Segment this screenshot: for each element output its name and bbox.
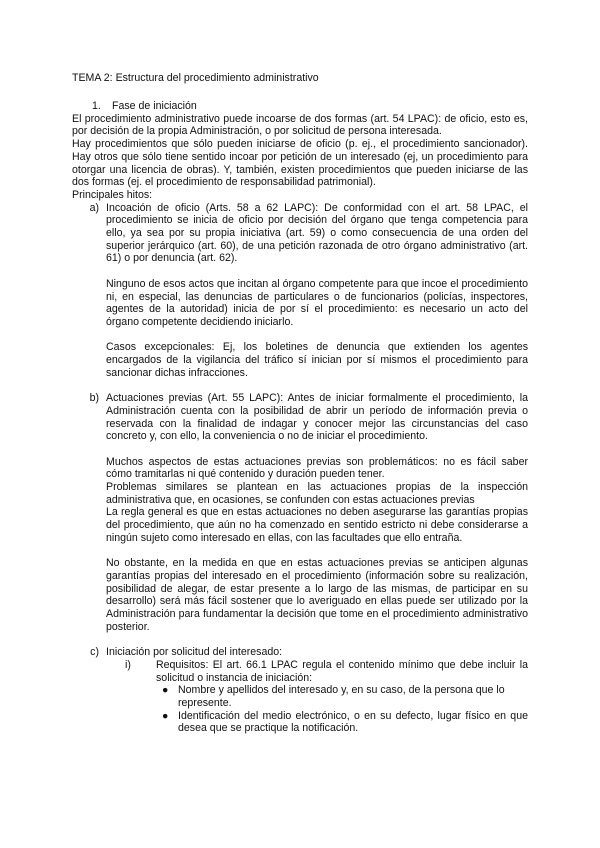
list-marker: i): [125, 658, 131, 671]
list-item-c: [72, 646, 528, 659]
bullet-item: [156, 710, 528, 735]
intro-paragraph: Hay procedimientos que sólo pueden iniciarse de oficio (p. ej., el procedimiento sancionador). Hay otros que sólo tiene sentido incoar por petición de un interesado (ej, un procedimiento para otorgar una licencia de obras). Y, también, existen procedimientos que pueden iniciarse de las dos formas (ej. el procedimiento de responsabilidad patrimonial).: [72, 138, 528, 189]
section-number: 1.: [92, 100, 101, 112]
page-title: TEMA 2: Estructura del procedimiento administrativo: [72, 72, 319, 84]
document-body: [72, 100, 528, 735]
hitos-label: Principales hitos:: [72, 188, 153, 201]
paragraph: Ninguno de esos actos que incitan al órgano competente para que incoe el procedimiento ni, en especial, las denuncias de particulares o de funcionarios (policías, inspectores, agentes de la autoridad) inicia de por sí el procedimiento: es necesario un acto del órgano competente decidiendo iniciarlo.: [106, 277, 528, 328]
spacer: [72, 379, 528, 392]
spacer: [72, 633, 528, 646]
paragraph: La regla general es que en estas actuaciones no deben asegurarse las garantías propias del procedimiento, que aún no ha comenzado en sentido estricto ni debe considerarse a ningún sujeto como interesado en ellas, con las facultades que ello entraña.: [106, 506, 528, 544]
paragraph: Requisitos: El art. 66.1 LPAC regula el contenido mínimo que debe incluir la solicitud o instancia de iniciación:: [156, 658, 528, 684]
sublist-item-i: [106, 659, 528, 735]
list-item-b: [72, 392, 528, 633]
bullet-icon: ●: [162, 684, 169, 697]
paragraph: Incoación de oficio (Arts. 58 a 62 LAPC): De conformidad con el art. 58 LPAC, el procedimiento se inicia de oficio por decisión del órgano que tenga competencia para ello, ya sea por su propia iniciativa (art. 59) o como consecuencia de una orden del superior jerárquico (art. 60), de una petición razonada de otro órgano administrativo (art. 61) o por denuncia (art. 62).: [106, 201, 528, 265]
section-heading: [72, 100, 528, 113]
paragraph: Problemas similares se plantean en las actuaciones propias de la inspección administrativa que, en ocasiones, se confunden con estas actuaciones previas: [106, 481, 528, 506]
list-item-body: [106, 202, 528, 380]
list-item-body: [106, 646, 528, 659]
bullet-text: Identificación del medio electrónico, o en su defecto, lugar físico en que desea que se practique la notificación.: [178, 709, 528, 735]
bullet-icon: ●: [162, 709, 169, 722]
list-marker: c): [90, 646, 99, 659]
paragraph: Muchos aspectos de estas actuaciones previas son problemáticos: no es fácil saber cómo tramitarlas ni qué contenido y duración pueden tener.: [106, 455, 528, 481]
paragraph: Actuaciones previas (Art. 55 LAPC): Antes de iniciar formalmente el procedimiento, la Administración cuenta con la posibilidad de abrir un período de información previa o reservada con la finalidad de indagar y conocer mejor las circunstancias del caso concreto y, con ello, la conveniencia o no de iniciar el procedimiento.: [106, 392, 528, 443]
paragraph: Casos excepcionales: Ej, los boletines de denuncia que extienden los agentes encargados de la vigilancia del tráfico sí inician por sí mismos el procedimiento para sancionar dichas infracciones.: [106, 341, 528, 379]
list-marker: a): [89, 201, 99, 214]
section-title: Fase de iniciación: [112, 100, 197, 112]
list-item-a: [72, 202, 528, 380]
list-marker: b): [89, 392, 99, 405]
list-item-body: [106, 392, 528, 633]
paragraph: No obstante, en la medida en que en estas actuaciones previas se anticipen algunas garantías propias del interesado en el procedimiento (información sobre su realización, posibilidad de alegar, de estar presente a lo largo de las mismas, de participar en su desarrollo) será más fácil sostener que lo averiguado en ellas puede ser utilizado por la Administración para fundamentar la decisión que tome en el procedimiento administrativo posterior.: [106, 557, 528, 633]
bullet-item: [156, 684, 528, 709]
intro-paragraph: El procedimiento administrativo puede incoarse de dos formas (art. 54 LPAC): de oficio, esto es, por decisión de la propia Administración, o por solicitud de persona interesada.: [72, 112, 528, 138]
list-item-body: [156, 659, 528, 735]
bullet-text: Nombre y apellidos del interesado y, en su caso, de la persona que lo represente.: [178, 684, 505, 709]
spacer: [106, 443, 528, 456]
paragraph: Iniciación por solicitud del interesado:: [106, 646, 283, 659]
